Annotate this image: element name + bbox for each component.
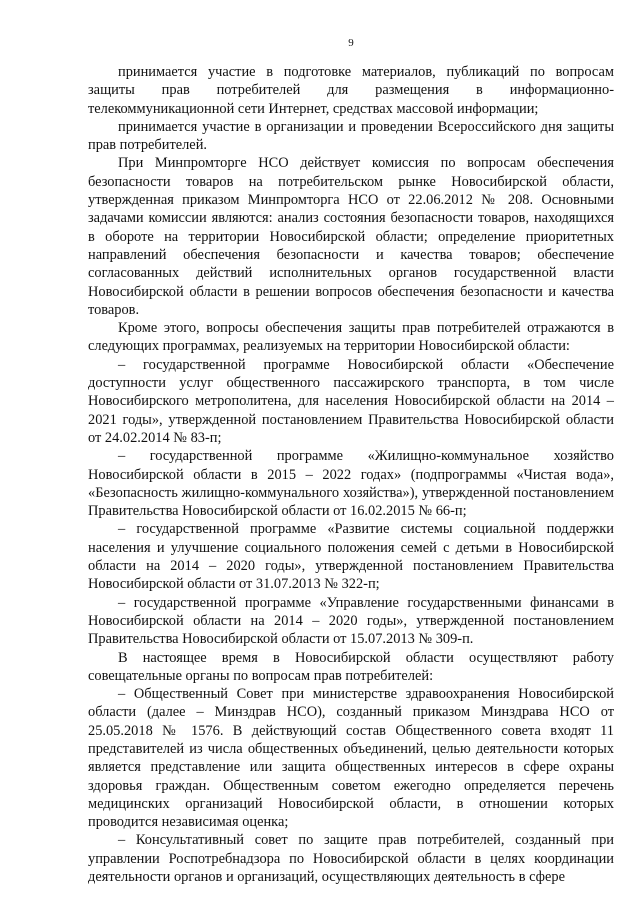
- list-item-finance-program: – государственной программе «Управление государственными финансами в Новосибирской области на 2014 – 2020 годы», утвержденной постановлением Правительства Новосибирской области от 15.07.2013 № 309-п.: [88, 594, 614, 648]
- paragraph-consumer-rights-day: принимается участие в организации и проведении Всероссийского дня защиты прав потребителей.: [88, 118, 614, 154]
- list-item-consumer-advisory-council: – Консультативный совет по защите прав потребителей, созданный при управлении Роспотребнадзора по Новосибирской области в целях координации деятельности органов и организаций, осуществляющих деятельность в сфере: [88, 832, 614, 886]
- page-number: 9: [348, 37, 354, 49]
- paragraph-safety-commission: При Минпромторге НСО действует комиссия по вопросам обеспечения безопасности товаров на потребительском рынке Новосибирской области, утвержденная приказом Минпромторга НСО от 22.06.2012 № 208. Основными задачами комиссии являются: анализ состояния безопасности товаров, находящихся в обороте на территории Новосибирской области; определение приоритетных направлений обеспечения безопасности и качества товаров; обеспечение согласованных действий исполнительных органов государственной власти Новосибирской области в решении вопросов обеспечения безопасности и качества товаров.: [88, 155, 614, 318]
- list-item-housing-program: – государственной программе «Жилищно-коммунальное хозяйство Новосибирской области в 2015 – 2022 годах» (подпрограммы «Чистая вода», «Безопасность жилищно-коммунального хозяйства»), утвержденной постановлением Правительства Новосибирской области от 16.02.2015 № 66-п;: [88, 448, 614, 520]
- list-item-social-support-program: – государственной программе «Развитие системы социальной поддержки населения и улучшение социального положения семей с детьми в Новосибирской области на 2014 – 2020 годы», утвержденной постановлением Правительства Новосибирской области от 31.07.2013 № 322-п;: [88, 521, 614, 593]
- list-item-transport-program: – государственной программе Новосибирской области «Обеспечение доступности услуг общественного пассажирского транспорта, в том числе Новосибирского метрополитена, для населения Новосибирской области на 2014 – 2021 годы», утвержденной постановлением Правительства Новосибирской области от 24.02.2014 № 83-п;: [88, 356, 614, 446]
- paragraph-programs-intro: Кроме этого, вопросы обеспечения защиты прав потребителей отражаются в следующих программах, реализуемых на территории Новосибирской области:: [88, 320, 614, 355]
- list-item-health-public-council: – Общественный Совет при министерстве здравоохранения Новосибирской области (далее – Минздрав НСО), созданный приказом Минздрава НСО от 25.05.2018 № 1576. В действующий состав Общественного совета входят 11 представителей из числа общественных объединений, целью деятельности которых является представление или защита общественных интересов в сфере охраны здоровья граждан. Общественным советом ежегодно определяется перечень медицинских организаций Новосибирской области, в отношении которых проводится независимая оценка;: [88, 686, 614, 831]
- paragraph-consumer-publications: принимается участие в подготовке материалов, публикаций по вопросам защиты прав потребителей для размещения в информационно-телекоммуникационной сети Интернет, средствах массовой информации;: [88, 64, 614, 117]
- paragraph-advisory-bodies-intro: В настоящее время в Новосибирской области осуществляют работу совещательные органы по вопросам прав потребителей:: [88, 649, 614, 684]
- document-body: [88, 63, 614, 886]
